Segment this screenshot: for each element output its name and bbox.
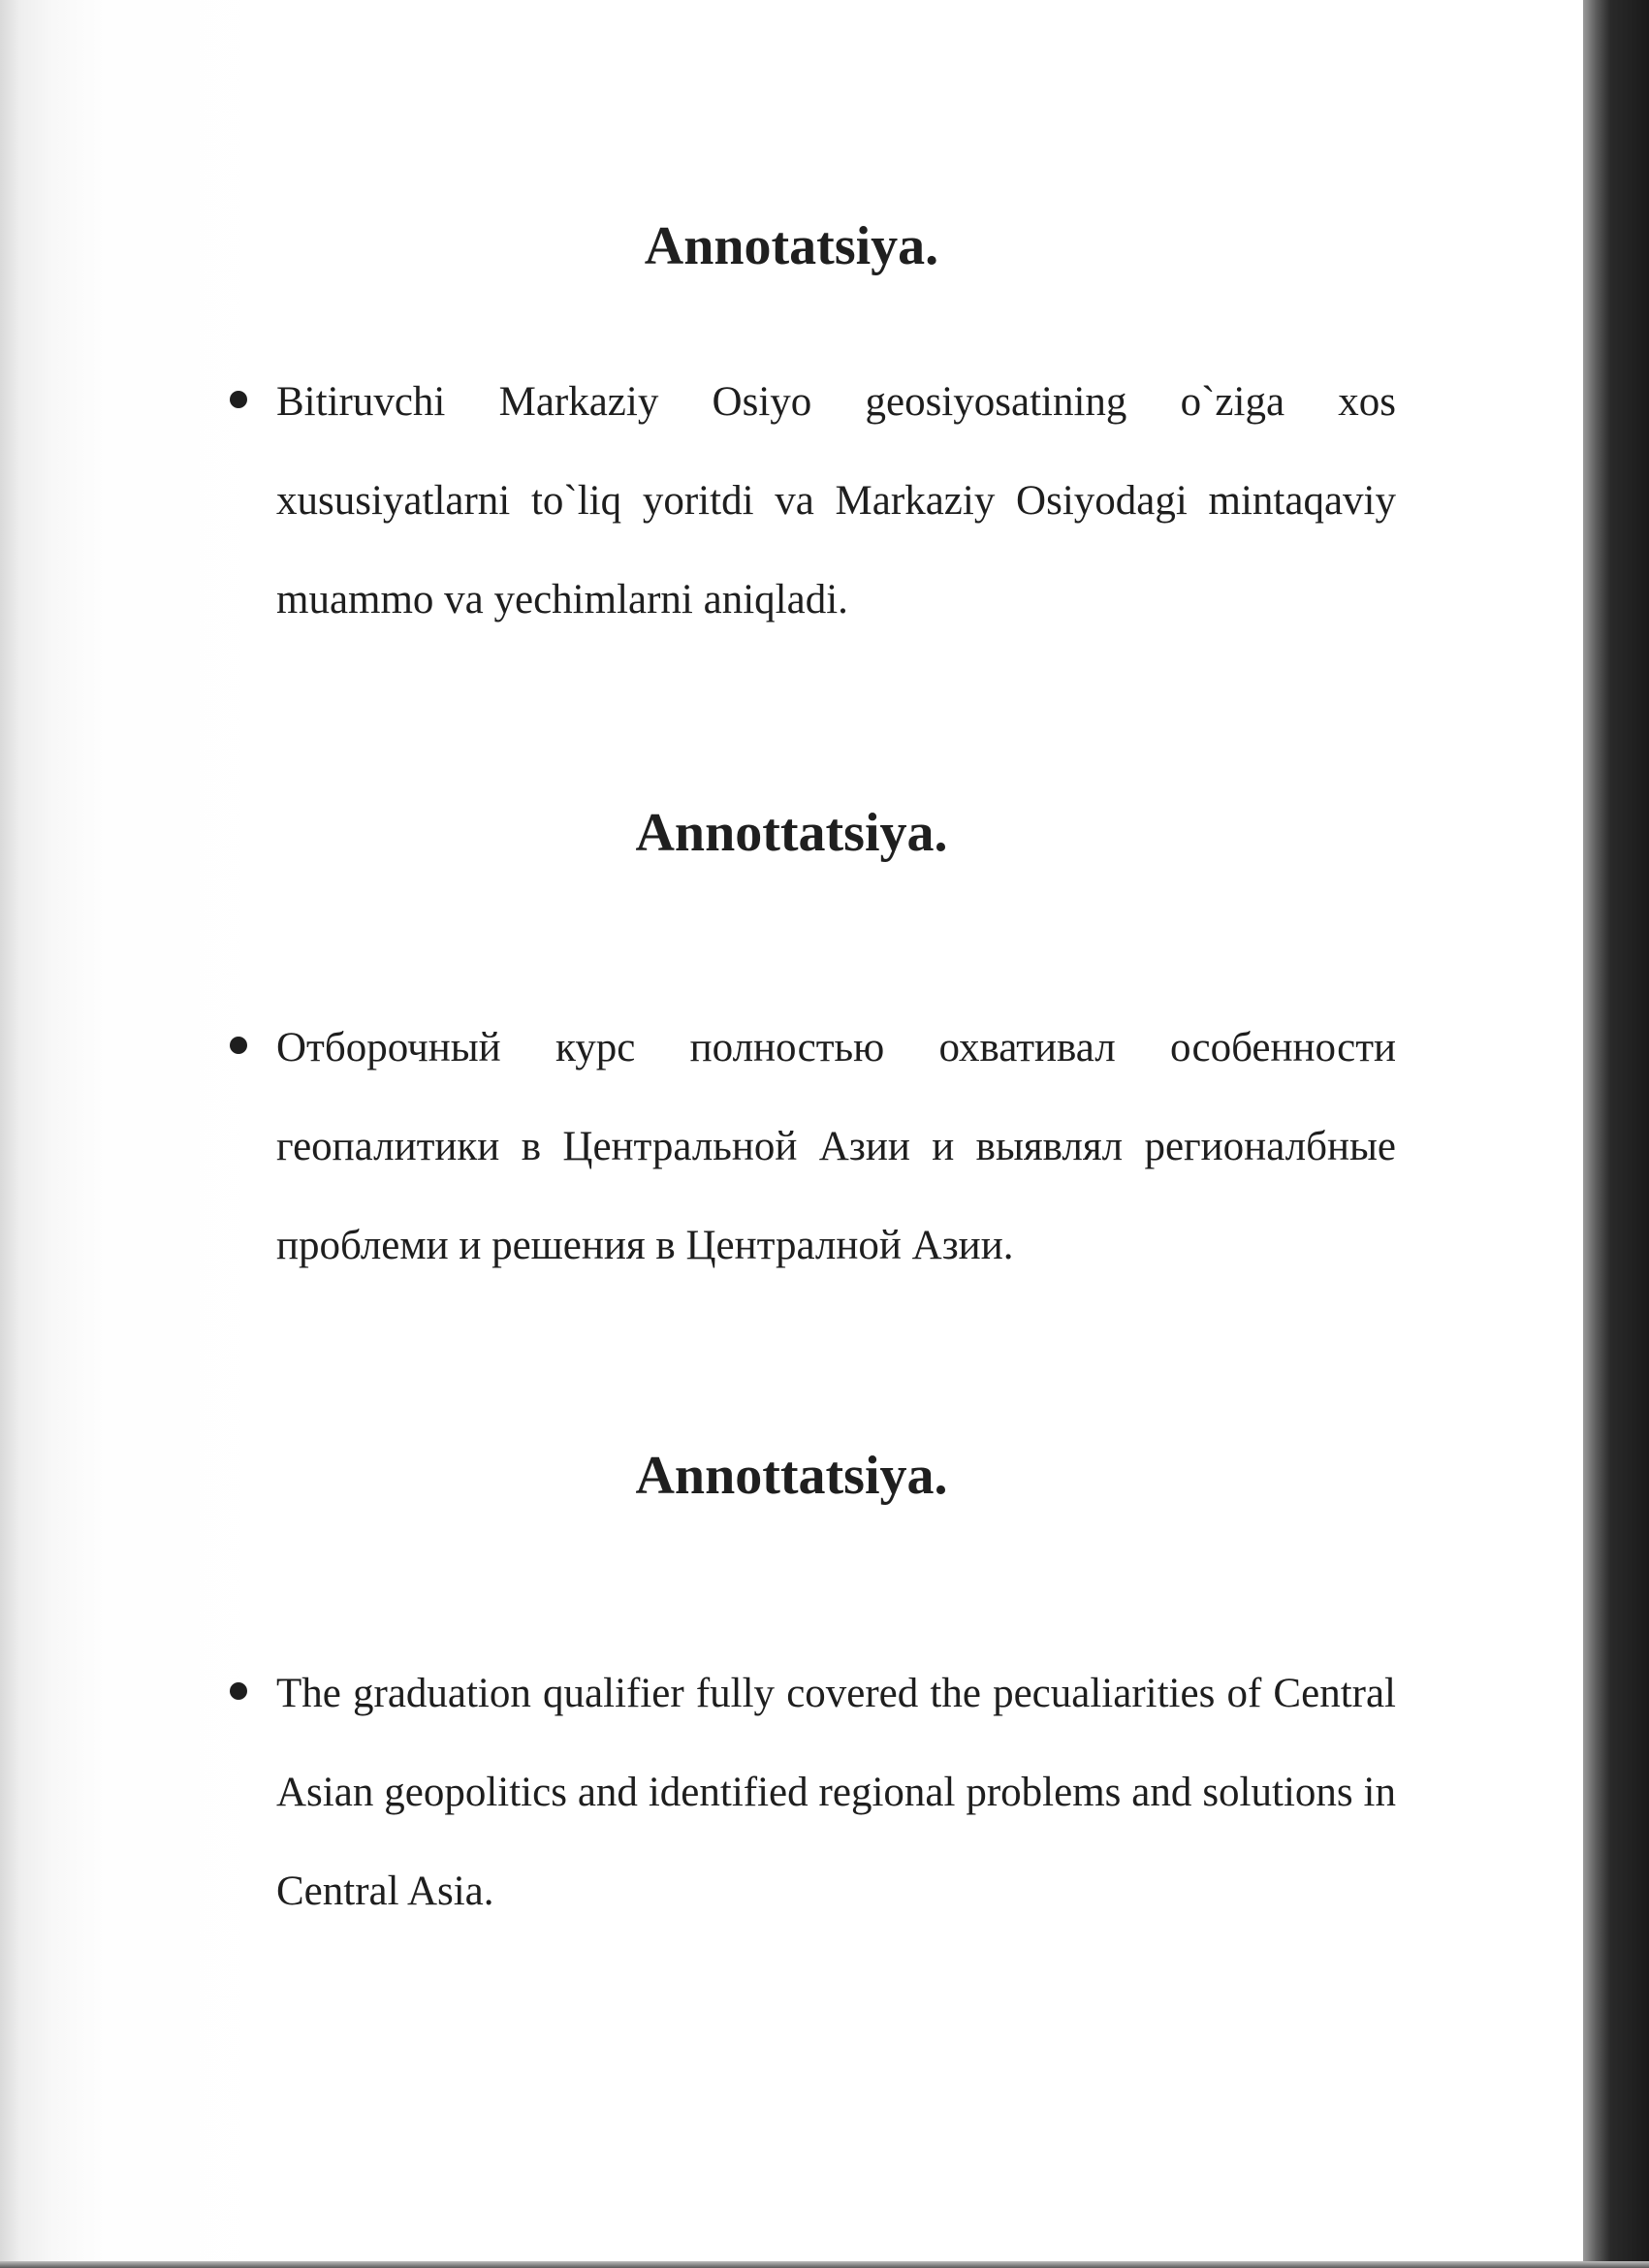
heading-english: Annottatsiya. — [635, 1446, 948, 1506]
heading-russian: Annottatsiya. — [635, 803, 948, 863]
annotation-text-russian: Отборочный курс полностью охвативал особенности геопалитики в Центральной Азии и выявлял регионалбные проблеми и решения в Централной Азии. — [276, 1025, 1396, 1268]
annotation-english — [276, 1645, 1396, 1941]
bullet-icon — [230, 1037, 247, 1054]
annotation-text-english: The graduation qualifier fully covered the pecualiarities of Central Asian geopolitics and identified regional problems and solutions in Central Asia. — [276, 1671, 1396, 1914]
bullet-icon — [230, 391, 247, 408]
page-bottom-edge — [0, 2261, 1649, 2268]
bullet-icon — [230, 1682, 247, 1700]
annotation-text-uzbek: Bitiruvchi Markaziy Osiyo geosiyosatining o`ziga xos xususiyatlarni to`liq yoritdi va Markaziy Osiyodagi mintaqaviy muammo va yechimlarni aniqladi. — [276, 379, 1396, 623]
book-spine-shadow — [1583, 0, 1649, 2268]
annotation-russian — [276, 999, 1396, 1295]
heading-uzbek: Annotatsiya. — [644, 216, 939, 276]
annotation-uzbek — [276, 353, 1396, 650]
